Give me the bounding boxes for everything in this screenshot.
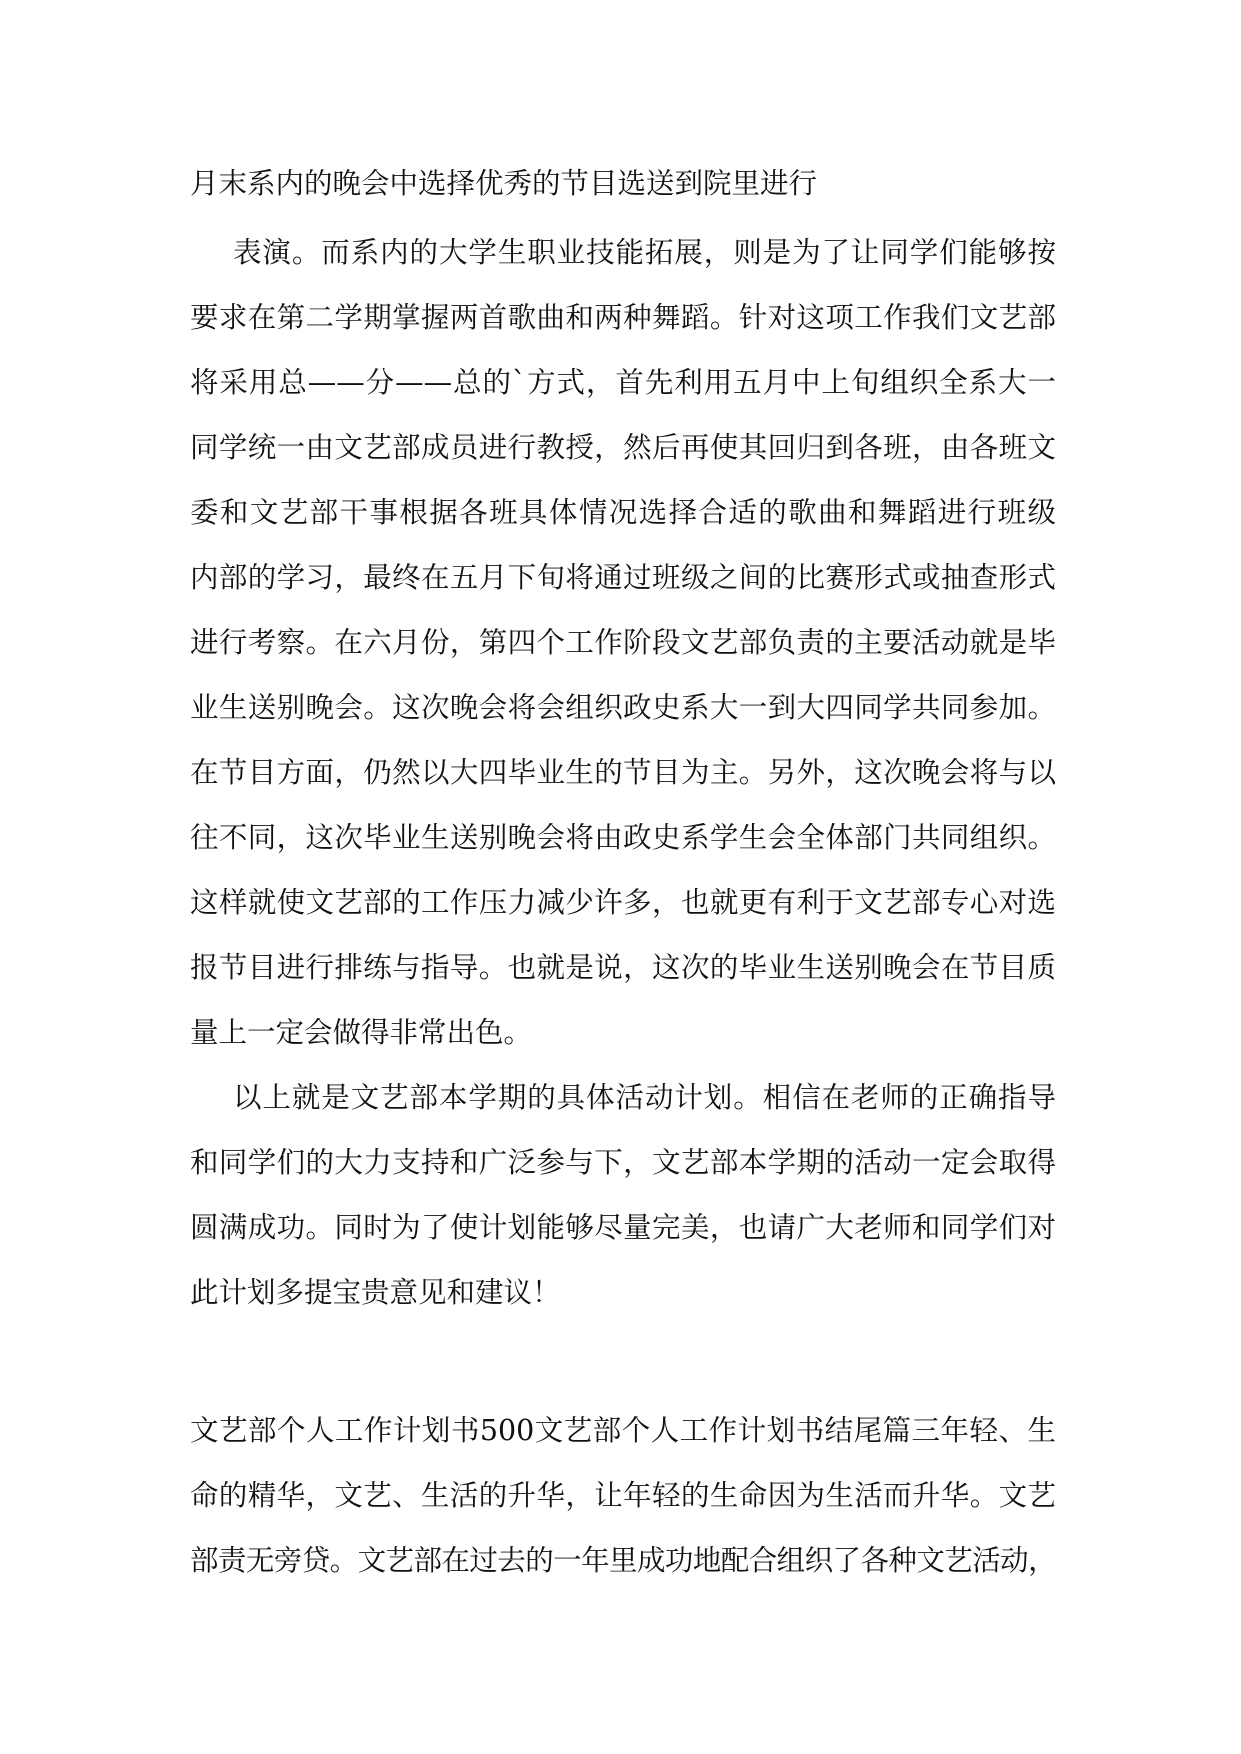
text-line: 业生送别晚会。这次晚会将会组织政史系大一到大四同学共同参加。 <box>190 691 1056 724</box>
text-line: 命的精华，文艺、生活的升华，让年轻的生命因为生活而升华。文艺 <box>190 1479 1056 1512</box>
paragraph <box>190 151 1056 216</box>
text-line: 圆满成功。同时为了使计划能够尽量完美，也请广大老师和同学们对 <box>190 1211 1056 1244</box>
text-line: 此计划多提宝贵意见和建议！ <box>190 1276 561 1309</box>
text-line: 表演。而系内的大学生职业技能拓展，则是为了让同学们能够按 <box>233 236 1056 269</box>
text-line: 报节目进行排练与指导。也就是说，这次的毕业生送别晚会在节目质 <box>190 951 1056 984</box>
text-line: 内部的学习，最终在五月下旬将通过班级之间的比赛形式或抽查形式 <box>190 561 1056 594</box>
text-line: 以上就是文艺部本学期的具体活动计划。相信在老师的正确指导 <box>233 1081 1056 1114</box>
text-line: 在节目方面，仍然以大四毕业生的节目为主。另外，这次晚会将与以 <box>190 756 1056 789</box>
text-line: 往不同，这次毕业生送别晚会将由政史系学生会全体部门共同组织。 <box>190 821 1056 854</box>
text-line: 进行考察。在六月份，第四个工作阶段文艺部负责的主要活动就是毕 <box>190 626 1056 659</box>
paragraph <box>190 1065 1056 1325</box>
text-line: 同学统一由文艺部成员进行教授，然后再使其回归到各班，由各班文 <box>190 431 1056 464</box>
text-line: 将采用总——分——总的`方式，首先利用五月中上旬组织全系大一 <box>190 366 1056 399</box>
text-line: 这样就使文艺部的工作压力减少许多，也就更有利于文艺部专心对选 <box>190 886 1056 919</box>
text-line: 委和文艺部干事根据各班具体情况选择合适的歌曲和舞蹈进行班级 <box>190 496 1056 529</box>
text-line: 文艺部个人工作计划书500文艺部个人工作计划书结尾篇三年轻、生 <box>190 1414 1056 1447</box>
paragraph <box>190 1398 1056 1593</box>
paragraph <box>190 220 1056 1065</box>
text-line: 月末系内的晚会中选择优秀的节目选送到院里进行 <box>190 167 818 200</box>
text-line: 部责无旁贷。文艺部在过去的一年里成功地配合组织了各种文艺活动， <box>190 1544 1056 1577</box>
text-line: 要求在第二学期掌握两首歌曲和两种舞蹈。针对这项工作我们文艺部 <box>190 301 1056 334</box>
text-line: 量上一定会做得非常出色。 <box>190 1016 533 1049</box>
text-line: 和同学们的大力支持和广泛参与下，文艺部本学期的活动一定会取得 <box>190 1146 1056 1179</box>
